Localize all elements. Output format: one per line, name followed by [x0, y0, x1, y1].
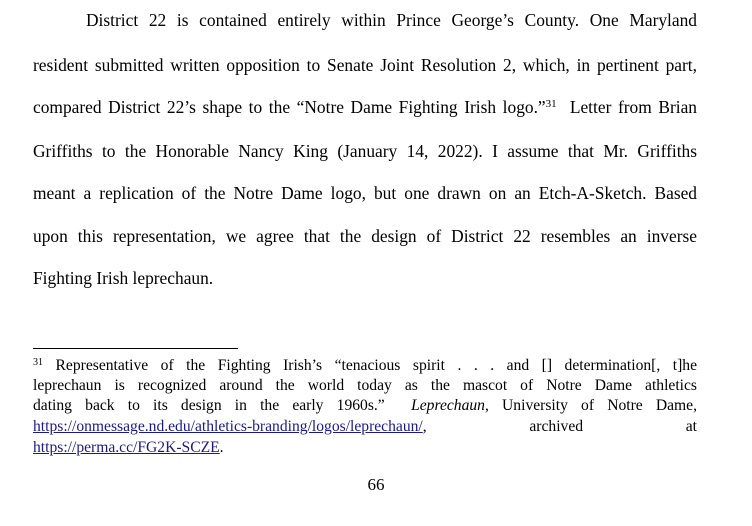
footnote-divider	[33, 348, 238, 349]
paragraph-line-7: Fighting Irish leprechaun.	[33, 268, 214, 288]
paragraph-line-3-text: compared District 22’s shape to the “Notre Dame Fighting Irish logo.”	[33, 97, 546, 117]
footnote-reference: 31	[545, 98, 557, 110]
footnote-number: 31	[33, 357, 43, 368]
footnote-at-word: at	[685, 418, 697, 435]
footnote-text-1: Representative of the Fighting Irish’s “tenacious spirit . . . and [] determination[, t]he	[55, 357, 697, 374]
paragraph-line-1: District 22 is contained entirely within Prince George’s County. One Maryland	[86, 10, 697, 30]
footnote-archived-word: archived	[529, 418, 584, 435]
footnote-link-nd[interactable]: https://onmessage.nd.edu/athletics-branding/logos/leprechaun/	[33, 418, 423, 435]
footnote-line-3	[33, 397, 697, 415]
paragraph-line-3	[33, 97, 697, 117]
paragraph-line-5: meant a replication of the Notre Dame logo, but one drawn on an Etch-A-Sketch. Based	[33, 183, 697, 203]
footnote-line-1	[33, 357, 697, 375]
footnote-italic-title: Leprechaun	[411, 397, 485, 414]
footnote-line-5: https://perma.cc/FG2K-SCZE.	[33, 439, 224, 456]
footnote-line-4: https://onmessage.nd.edu/athletics-branding/logos/leprechaun/, archived at	[33, 418, 697, 435]
footnote-text-3b: , University of Notre Dame,	[484, 397, 697, 414]
paragraph-line-3-rest: Letter from Brian	[569, 97, 697, 117]
footnote-line-2: leprechaun is recognized around the world today as the mascot of Notre Dame athletics	[33, 377, 697, 394]
footnote-link-perma[interactable]: https://perma.cc/FG2K-SCZE	[33, 439, 220, 456]
paragraph-line-4: Griffiths to the Honorable Nancy King (January 14, 2022). I assume that Mr. Griffiths	[33, 141, 697, 161]
paragraph-line-2: resident submitted written opposition to Senate Joint Resolution 2, which, in pertinent part,	[33, 55, 697, 75]
page-number: 66	[367, 475, 385, 494]
footnote-text-3a: dating back to its design in the early 1960s.”	[33, 397, 385, 414]
paragraph-line-6: upon this representation, we agree that the design of District 22 resembles an inverse	[33, 226, 697, 246]
